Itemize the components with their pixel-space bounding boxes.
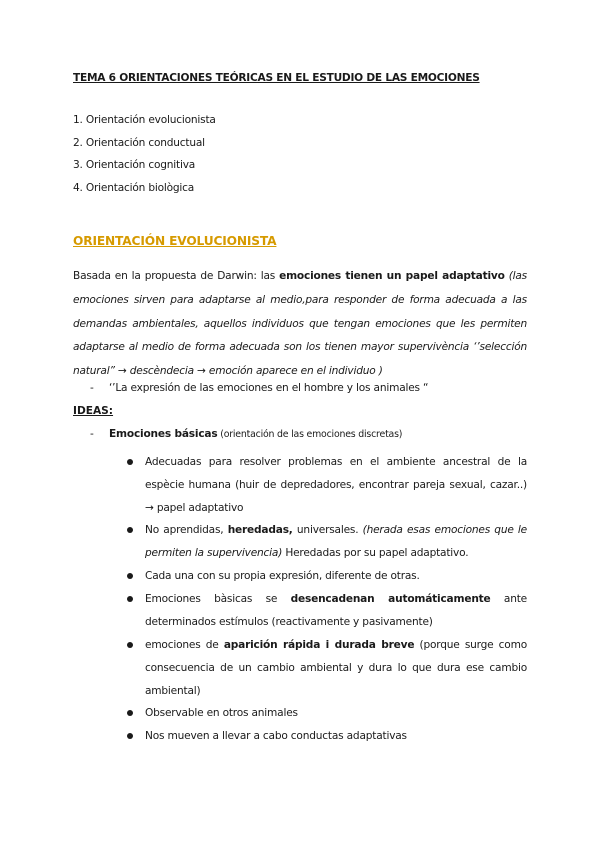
dash-item-book: [90, 382, 428, 394]
bullet-item: [127, 565, 527, 588]
bullet-text: universales.: [292, 524, 363, 536]
bullet-text: (porque surge como consecuencia de un cambio ambiental y dura lo que dura ese cambio ambiental): [145, 639, 527, 697]
dash-item-emociones: [90, 428, 402, 440]
bullet-item: [127, 451, 527, 519]
dash-mark-2: -: [90, 428, 94, 440]
section-heading: ORIENTACIÓN EVOLUCIONISTA: [73, 234, 277, 248]
bullet-text: Observable en otros animales: [145, 707, 298, 719]
bullet-dot-icon: [127, 710, 133, 716]
bullet-text: Heredadas por su papel adaptativo.: [282, 546, 469, 559]
bullet-item: [127, 588, 527, 634]
bullet-item: [127, 519, 527, 565]
dash-mark: -: [90, 382, 94, 394]
bullet-text: emociones de: [145, 639, 224, 651]
ideas-heading: IDEAS:: [73, 405, 114, 417]
ideas-bullet-list: [127, 451, 527, 748]
document-title: TEMA 6 ORIENTACIONES TEÓRICAS EN EL ESTUDIO DE LAS EMOCIONES: [73, 72, 480, 84]
bullet-bold: desencadenan automáticamente: [290, 593, 491, 605]
toc-item-3: 3. Orientación cognitiva: [73, 159, 196, 171]
bullet-dot-icon: [127, 573, 133, 579]
bullet-dot-icon: [127, 733, 133, 739]
bullet-italic: (herada esas emociones que le permiten la supervivencia): [145, 524, 527, 559]
bullet-bold: heredadas,: [227, 524, 293, 536]
bullet-text: No aprendidas,: [145, 524, 228, 536]
bullet-dot-icon: [127, 596, 133, 602]
bullet-item: [127, 725, 527, 748]
bullet-dot-icon: [127, 459, 133, 465]
emociones-basicas-note: (orientación de las emociones discretas): [217, 429, 403, 440]
toc-item-1: 1. Orientación evolucionista: [73, 114, 216, 126]
intro-bold: emociones tienen un papel adaptativo: [279, 270, 505, 282]
bullet-text: ante determinados estímulos (reactivamente y pasivamente): [145, 593, 527, 628]
bullet-item: [127, 634, 527, 702]
bullet-dot-icon: [127, 642, 133, 648]
bullet-item: [127, 702, 527, 725]
bullet-text: Emociones bàsicas se: [145, 593, 291, 605]
bullet-text: Adecuadas para resolver problemas en el ambiente ancestral de la espècie humana (huir de depredadores, encontrar pareja sexual, cazar..) → papel adaptativo: [145, 456, 527, 514]
intro-paragraph: [73, 265, 527, 384]
bullet-dot-icon: [127, 527, 133, 533]
bullet-text: Cada una con su propia expresión, diferente de otras.: [145, 570, 420, 582]
emociones-basicas-label: Emociones básicas: [109, 428, 218, 440]
table-of-contents: [73, 109, 216, 199]
bullet-text: Nos mueven a llevar a cabo conductas adaptativas: [145, 730, 407, 742]
bullet-bold: aparición rápida i durada breve: [223, 639, 415, 651]
toc-item-2: 2. Orientación conductual: [73, 136, 205, 149]
intro-text: Basada en la propuesta de Darwin: las: [73, 270, 280, 282]
toc-item-4: 4. Orientación biològica: [73, 181, 195, 194]
dash-item-text: ‘’La expresión de las emociones en el hombre y los animales “: [109, 382, 429, 394]
intro-italic: (las emociones sirven para adaptarse al medio,para responder de forma adecuada a las demandas ambientales, aquellos individuos que tengan emociones que les permiten adaptarse al medio de forma adecuada son los tienen mayor supervivència ‘’selección natural” → descèndecia → emoción aparece en el individuo ): [73, 270, 527, 378]
